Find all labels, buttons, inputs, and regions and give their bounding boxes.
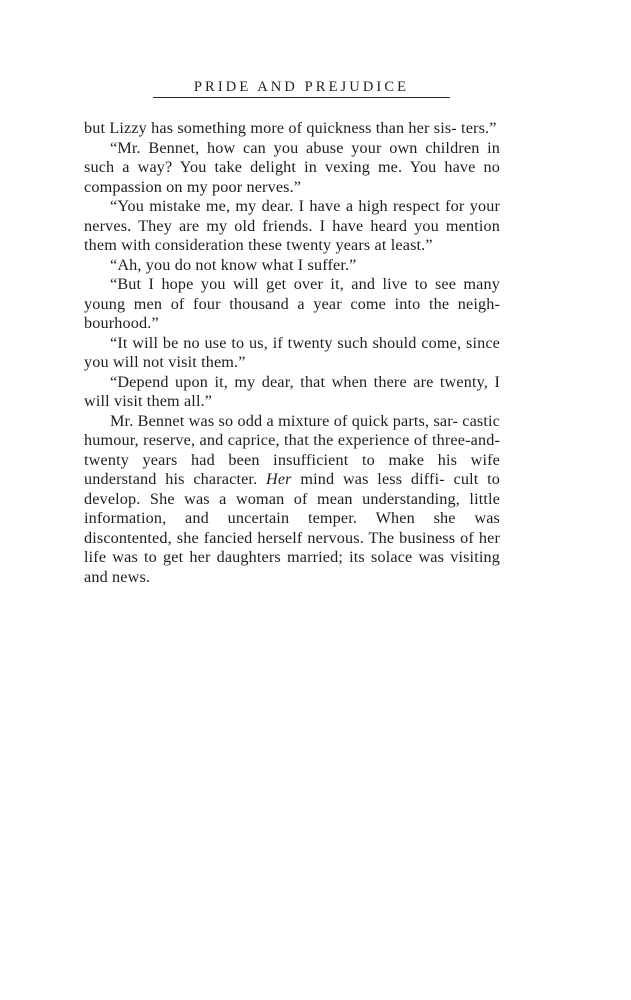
paragraph-depend: “Depend upon it, my dear, that when there are twenty, I will visit them all.” <box>84 372 500 410</box>
paragraph-mr-bennet-nerves: “You mistake me, my dear. I have a high respect for your nerves. They are my old friends. I have heard you mention them with consideration these twenty years at least.” <box>84 197 501 254</box>
paragraph-mrs-bennet-complaint: “Mr. Bennet, how can you abuse your own children in such a way? You take delight in vexing me. You have no compassion on my poor nerves.” <box>84 138 500 196</box>
running-head: PRIDE AND PREJUDICE <box>153 77 450 98</box>
body-text <box>84 119 500 587</box>
paragraph-suffer: “Ah, you do not know what I suffer.” <box>110 255 357 274</box>
paragraph-no-use: “It will be no use to us, if twenty such should come, since you will not visit them.” <box>84 333 501 371</box>
emphasis-her: Her <box>266 470 292 488</box>
paragraph-narration: Mr. Bennet was so odd a mixture of quick parts, sar- castic humour, reserve, and caprice, that the experience of three-and-twenty years had been insufficient to make his wife understand his character. Her mind was less diffi- cult to develop. She was a woman of mean understanding, little information, and uncertain temper. When she was discontented, she fancied herself nervous. The business of her life was to get her daughters married; its solace was visiting and news. <box>84 411 501 586</box>
paragraph-hope: “But I hope you will get over it, and live to see many young men of four thousand a year come into the neigh- bourhood.” <box>84 275 500 332</box>
paragraph-continuation: but Lizzy has something more of quickness than her sis- ters.” <box>84 119 497 137</box>
